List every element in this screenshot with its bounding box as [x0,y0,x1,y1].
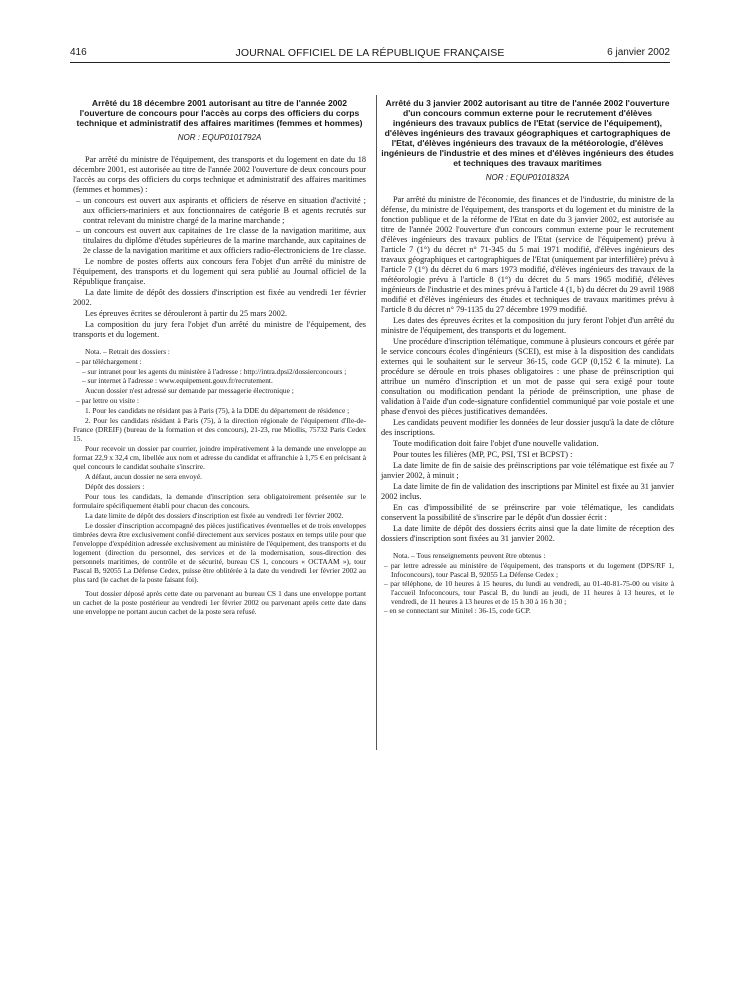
journal-title: JOURNAL OFFICIEL DE LA RÉPUBLIQUE FRANÇAISE [235,47,505,59]
issue-date: 6 janvier 2002 [607,47,670,58]
left-nor-reference: NOR : EQUP0101792A [177,133,262,142]
right-nota [381,551,674,615]
right-column [381,98,674,616]
right-paragraph: Par arrêté du ministre de l'économie, des finances et de l'industrie, du ministre de la défense, du ministre de l'équipement, des transports et du logement et du ministre de la fonction publique et de la réforme de l'Etat en date du 3 janvier 2002, est autorisée au titre de l'année 2002 l'ouverture d'un concours commun externe pour le recrutement d'élèves ingénieurs des travaux publics de l'Etat (service de l'équipement) prévu à l'article 7 (1°) du décret n° 71-345 du 5 mai 1971 modifié, d'élèves ingénieurs des travaux géographiques et cartographiques de l'Etat (uniquement par interfilière) prévu à l'article 7 (1°) du décret du 6 mars 1973 modifié, d'élèves ingénieurs des travaux de la météorologie prévu à l'article 8 (1°) du décret du 5 mars 1965 modifié, d'élèves ingénieurs de l'industrie et des mines prévu à l'article 4 (1, b) du décret du 29 avril 1988 modifié et d'élèves ingénieurs des études et techniques de travaux maritimes prévu à l'article 8 du décret n° 79-1135 du 27 décembre 1979 modifié. [381,195,674,314]
right-decree-title: Arrêté du 3 janvier 2002 autorisant au titre de l'année 2002 l'ouverture d'un concours commun externe pour le recrutement d'élèves ingénieurs des travaux publics de l'Etat (service de l'équipement), d'élèves ingénieurs des travaux géographiques et cartographiques de l'Etat, d'élèves ingénieurs des travaux de la météorologie, d'élèves ingénieurs de l'industrie et des mines et d'élèves ingénieurs des études et techniques des travaux maritimes [381,98,674,168]
list-item: – sur intranet pour les agents du ministère à l'adresse : http://intra.dpsi2/dossierconcours ; [73,367,366,376]
list-item: – en se connectant sur Minitel : 36-15, code GCP. [381,606,674,615]
list-item: – par téléphone, de 10 heures à 15 heures, du lundi au vendredi, au 01-40-81-75-00 ou visite à l'accueil Infoconcours, tour Pascal B, du lundi au jeudi, de 11 heures à 13 heures, et le vendredi, de 11 heures à 13 heures et de 15 h 30 à 16 h 30 ; [381,579,674,606]
right-paragraph: Les candidats peuvent modifier les données de leur dossier jusqu'à la date de clôture des inscriptions. [381,418,674,437]
nota-heading: Nota. – Retrait des dossiers : [85,347,170,356]
right-paragraph: La date limite de fin de validation des inscriptions par Minitel est fixée au 31 janvier 2002 inclus. [381,482,674,501]
nota-paragraph: A défaut, aucun dossier ne sera envoyé. [85,472,202,481]
right-paragraph: Une procédure d'inscription télématique, commune à plusieurs concours et gérée par le service concours écoles d'ingénieurs (SCEI), est mise à la disposition des candidats externes qui le souhaitent sur le serveur 36-15, code GCP (0,152 € la minute). La procédure se déroule en trois phases obligatoires : une phase de préinscription qui attribue un numéro d'inscription et un mot de passe qui sera exigé pour toute consultation ou modification pendant la période de préinscription, une phase de validation à l'aide d'un code-signature confidentiel communiqué par voie postale et une phase d'envoi des pièces justificatives demandées. [381,337,674,416]
right-nor-reference: NOR : EQUP0101832A [485,173,570,182]
left-paragraph: La composition du jury fera l'objet d'un arrêté du ministre de l'équipement, des transports et du logement. [73,320,366,339]
nota-paragraph: Pour tous les candidats, la demande d'inscription sera obligatoirement présentée sur le formulaire spécifiquement établi pour chacun des concours. [73,492,366,510]
page-header [70,47,670,63]
right-paragraph: La date limite de fin de saisie des préinscriptions par voie télématique est fixée au 7 janvier 2002, à minuit ; [381,461,674,480]
list-item: – sur internet à l'adresse : www.equipement.gouv.fr/recrutement. [73,376,366,385]
left-paragraph: Les épreuves écrites se dérouleront à partir du 25 mars 2002. [85,309,288,318]
right-paragraph: Pour toutes les filières (MP, PC, PSI, TSI et BCPST) : [393,450,573,459]
left-competition-list [73,196,366,256]
left-paragraph: La date limite de dépôt des dossiers d'inscription est fixée au vendredi 1er février 2002. [73,288,366,307]
left-column [73,98,366,617]
nota-paragraph: 2. Pour les candidats résidant à Paris (75), à la direction régionale de l'équipement d'Ile-de-France (DREIF) (bureau de la formation et des concours), 21-23, rue Miollis, 75732 Paris Cedex 15. [73,416,366,443]
nota-paragraph: Le dossier d'inscription accompagné des pièces justificatives éventuelles et de trois enveloppes timbrées devra être exclusivement confié directement aux services postaux en temps utile pour que l'enveloppe d'expédition adressée exclusivement au ministère de l'équipement, des transports et du logement (direction du personnel, des services et de la modernisation, sous-direction des personnels maritimes, de contrôle et de sécurité, bureau CS 1, concours « OCTAAM »), tour Pascal B, 92055 La Défense Cedex, puisse être oblitérée à la date du vendredi 1er février 2002 au plus tard (le cachet de la poste faisant foi). [73,521,366,584]
left-intro: Par arrêté du ministre de l'équipement, des transports et du logement en date du 18 décembre 2001, est autorisée au titre de l'année 2002 l'ouverture de deux concours pour l'accès au corps des officiers du corps technique et administratif des affaires maritimes (femmes et hommes) : [73,155,366,194]
left-decree-title: Arrêté du 18 décembre 2001 autorisant au titre de l'année 2002 l'ouverture de concours pour l'accès au corps des officiers du corps technique et administratif des affaires maritimes (femmes et hommes) [76,98,363,128]
nota-paragraph: Dépôt des dossiers : [85,482,145,491]
right-paragraph: En cas d'impossibilité de se préinscrire par voie télématique, les candidats conservent la possibilité de s'inscrire par le dépôt d'un dossier écrit : [381,503,674,522]
nota-heading: Nota. – Tous renseignements peuvent être obtenus : [393,551,546,560]
nota-paragraph: La date limite de dépôt des dossiers d'inscription est fixée au vendredi 1er février 2002. [85,511,344,520]
left-nota [73,347,366,616]
right-paragraph: La date limite de dépôt des dossiers écrits ainsi que la date limite de réception des dossiers d'inscription sont fixées au 31 janvier 2002. [381,524,674,543]
nota-paragraph: Tout dossier déposé après cette date ou parvenant au bureau CS 1 dans une enveloppe portant un cachet de la poste postérieur au vendredi 1er février 2002 ou parvenant après cette date dans une enveloppe ne portant aucun cachet de la poste sera refusé. [73,589,366,616]
page-number: 416 [70,47,87,58]
nota-paragraph: 1. Pour les candidats ne résidant pas à Paris (75), à la DDE du département de résidence ; [85,406,350,415]
list-item: – par téléchargement : [73,357,366,366]
column-divider [376,95,377,750]
right-paragraph: Toute modification doit faire l'objet d'une nouvelle validation. [393,439,599,448]
nota-paragraph: Aucun dossier n'est adressé sur demande par messagerie électronique ; [85,386,294,395]
list-item: – un concours est ouvert aux aspirants et officiers de réserve en situation d'activité ; aux officiers-mariniers et aux fonctionnaires de catégorie B et agents recrutés sur contrat relevant du ministre chargé de la marine marchande ; [73,196,366,226]
nota-paragraph: Pour recevoir un dossier par courrier, joindre impérativement à la demande une enveloppe au format 22,9 x 32,4 cm, libellée aux nom et adresse du candidat et affranchie à 1,75 € en précisant à quel concours le candidat souhaite s'inscrire. [73,444,366,471]
right-paragraph: Les dates des épreuves écrites et la composition du jury feront l'objet d'un arrêté du ministre de l'équipement, des transports et du logement. [381,316,674,335]
list-item: – un concours est ouvert aux capitaines de 1re classe de la navigation maritime, aux titulaires du diplôme d'études supérieures de la marine marchande, aux capitaines de 2e classe de la navigation maritime et aux officiers radio-électroniciens de 1re classe. [73,226,366,256]
left-paragraph: Le nombre de postes offerts aux concours fera l'objet d'un arrêté du ministre de l'équipement, des transports et du logement qui sera publié au Journal officiel de la République française. [73,257,366,286]
list-item: – par lettre adressée au ministère de l'équipement, des transports et du logement (DPS/RF 1, Infoconcours), tour Pascal B, 92055 La Défense Cedex ; [381,561,674,579]
list-item: – par lettre ou visite : [73,396,366,405]
